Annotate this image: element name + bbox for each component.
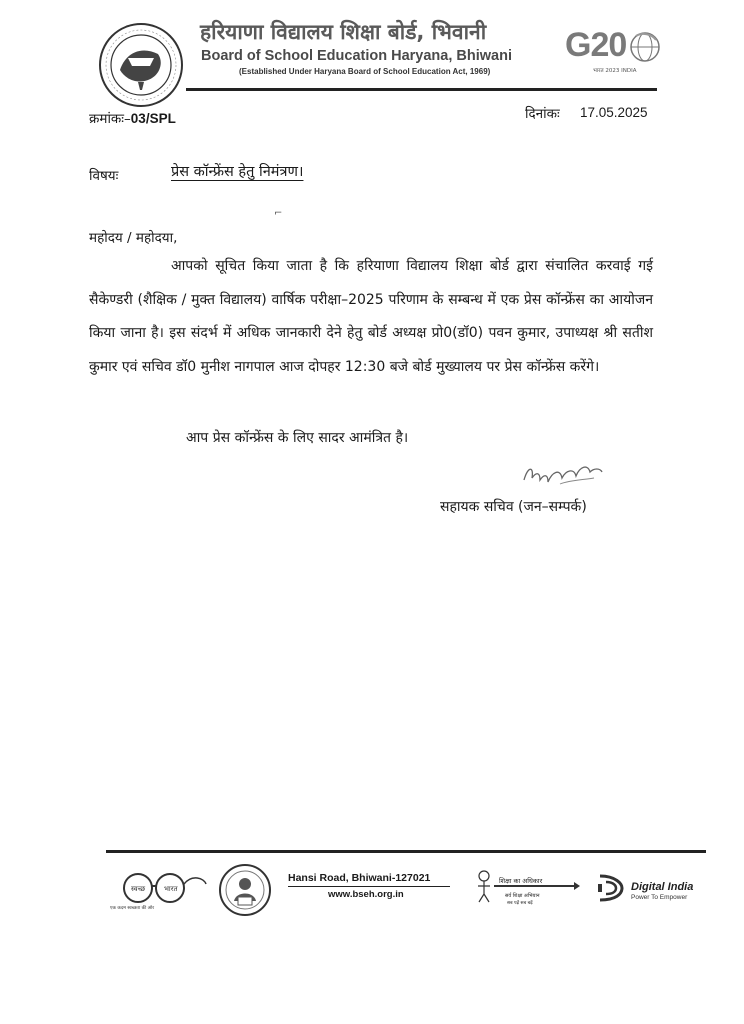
established-act: (Established Under Haryana Board of School Education Act, 1969) — [239, 67, 491, 76]
signature-icon — [520, 458, 606, 492]
footer-divider — [106, 850, 706, 853]
reference-number — [89, 109, 176, 127]
stray-mark: ⌐ — [274, 208, 283, 219]
footer-website[interactable]: www.bseh.org.in — [328, 889, 404, 900]
address-underline — [288, 886, 450, 887]
signatory-title: सहायक सचिव (जन–सम्पर्क) — [440, 499, 587, 515]
g20-globe-icon — [628, 30, 662, 64]
salutation: महोदय / महोदया, — [89, 230, 178, 246]
bseh-seal-icon — [98, 22, 184, 108]
svg-text:स्वच्छ: स्वच्छ — [131, 885, 146, 893]
digital-india-title: Digital India — [631, 881, 694, 893]
subject-label: विषयः — [89, 168, 119, 184]
rte-title: शिक्षा का अधिकार — [499, 877, 543, 885]
reference-value: 03/SPL — [130, 111, 176, 126]
header-divider — [186, 88, 657, 91]
reference-label: क्रमांकः– — [89, 111, 131, 127]
date-label: दिनांकः — [525, 106, 560, 122]
digital-india-icon — [596, 872, 624, 904]
rte-line-1: सर्व शिक्षा अभियान — [505, 893, 540, 899]
svg-text:भारत: भारत — [164, 885, 178, 893]
subject-value: प्रेस कॉन्फ्रेंस हेतु निमंत्रण। — [171, 164, 304, 180]
org-name-english: Board of School Education Haryana, Bhiwani — [201, 48, 512, 64]
rte-line-2: सब पढ़ें सब बढ़ें — [507, 901, 533, 906]
footer-address: Hansi Road, Bhiwani-127021 — [288, 872, 431, 884]
digital-india-tagline: Power To Empower — [631, 894, 688, 901]
swachh-caption: एक कदम स्वच्छता की ओर — [110, 906, 155, 911]
beti-bachao-logo-icon — [218, 863, 272, 917]
org-name-hindi: हरियाणा विद्यालय शिक्षा बोर्ड, भिवानी — [200, 20, 487, 44]
invitation-line: आप प्रेस कॉन्फ्रेंस के लिए सादर आमंत्रित है। — [186, 430, 409, 446]
g20-subtitle: भारत 2023 INDIA — [593, 68, 637, 74]
date-value: 17.05.2025 — [580, 105, 648, 120]
letter-body-paragraph: आपको सूचित किया जाता है कि हरियाणा विद्यालय शिक्षा बोर्ड द्वारा संचालित करवाई गई सैकेण्डरी (शैक्षिक / मुक्त विद्यालय) वार्षिक परीक्षा–2025 परिणाम के सम्बन्ध में एक प्रेस कॉन्फ्रेंस का आयोजन किया जाना है। इस संदर्भ में अधिक जानकारी देने हेतु बोर्ड अध्यक्ष प्रो0(डॉ0) पवन कुमार, उपाध्यक्ष श्री सतीश कुमार एवं सचिव डॉ0 मुनीश नागपाल आज दोपहर 12:30 बजे बोर्ड मुख्यालय पर प्रेस कॉन्फ्रेंस करेंगे। — [89, 258, 653, 375]
g20-logo-text: G20 — [565, 26, 627, 64]
